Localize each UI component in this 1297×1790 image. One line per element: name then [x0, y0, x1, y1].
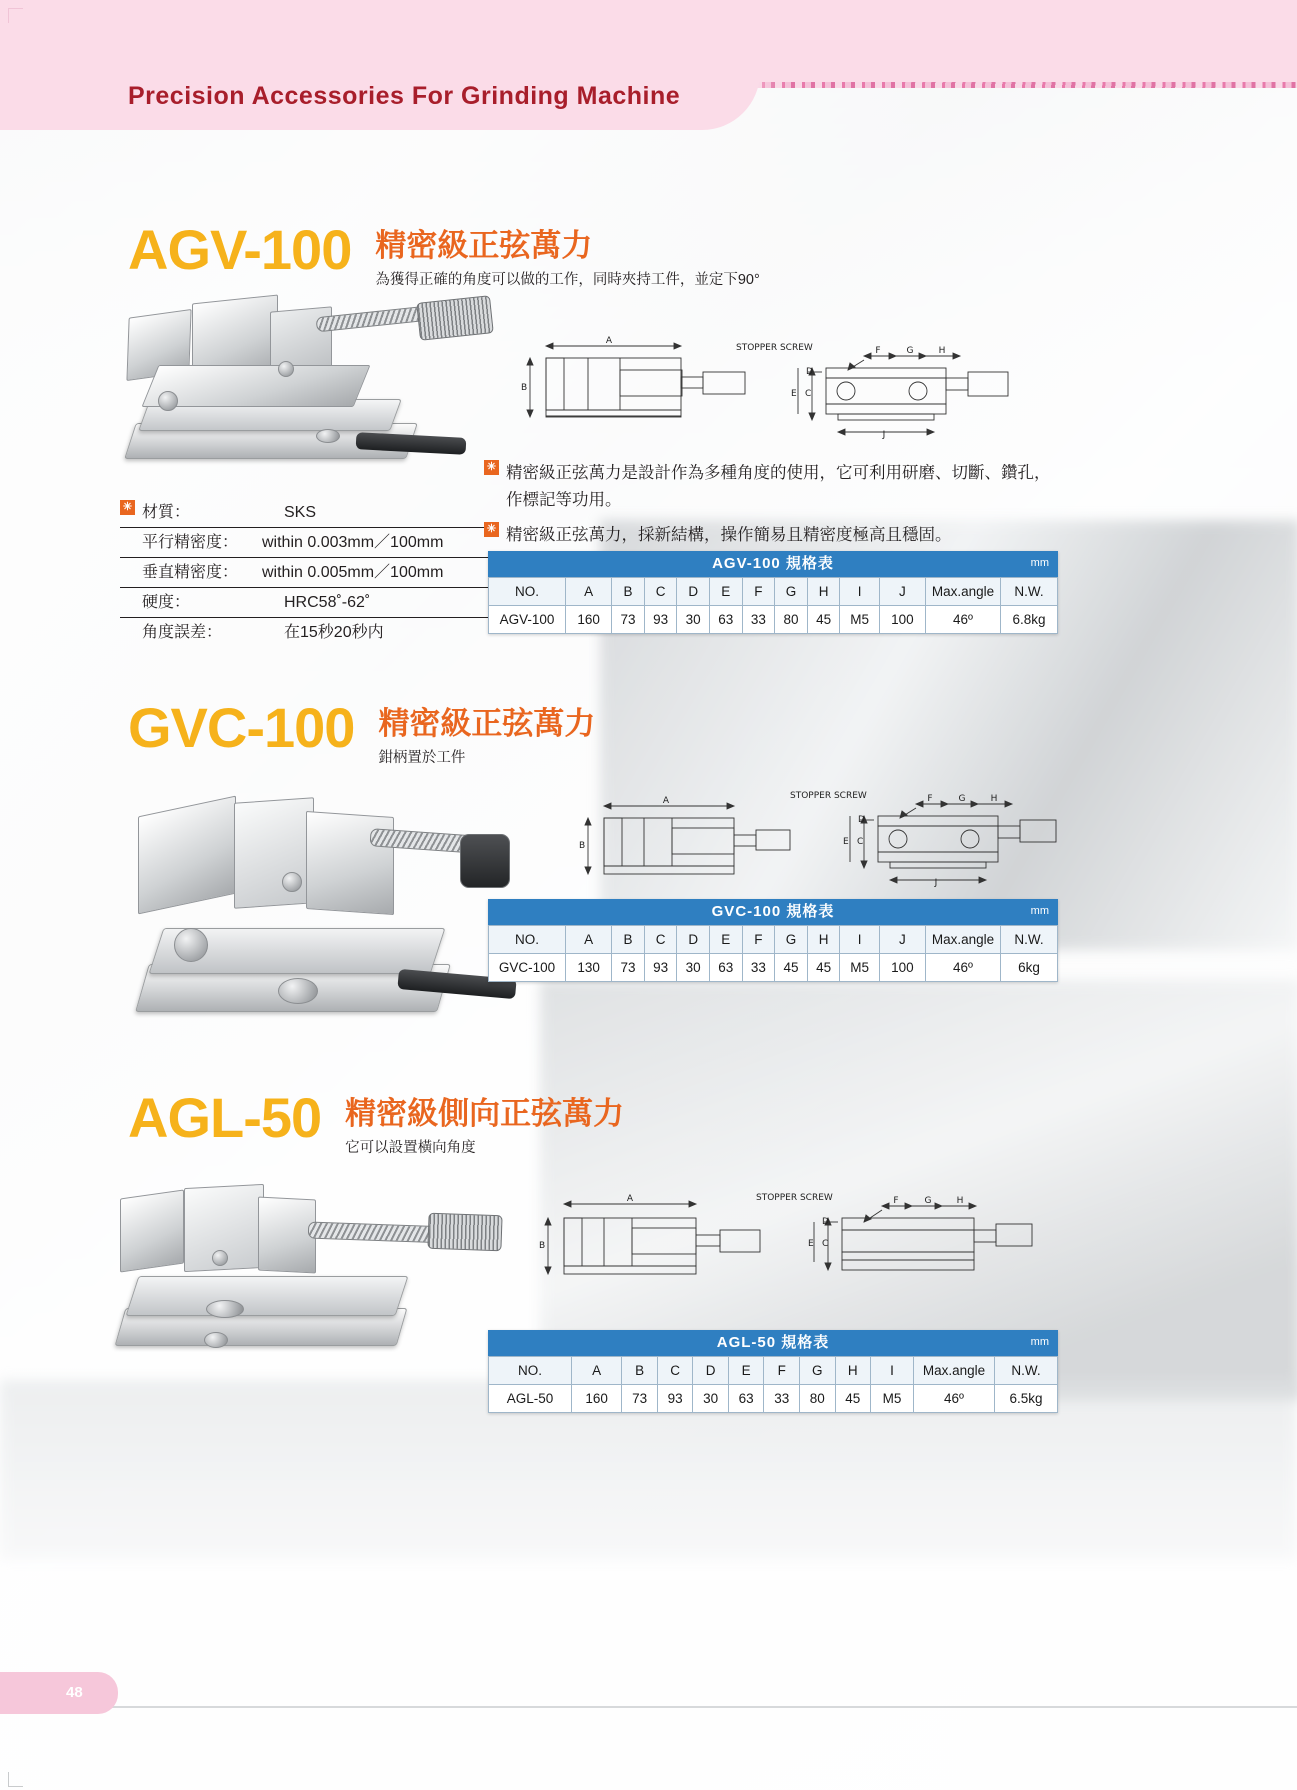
td-g: 45: [775, 954, 808, 982]
td-j: 100: [879, 954, 925, 982]
model-name-gvc100: GVC-100: [128, 696, 355, 759]
td-max-angle: 46º: [914, 1385, 995, 1413]
td-a: 130: [566, 954, 612, 982]
svg-text:F: F: [875, 346, 881, 356]
spec-table-title-agv100: AGV-100 規格表: [712, 555, 834, 572]
note-text-0: 精密級正弦萬力是設計作為多種角度的使用，它可利用研磨、切斷、鑽孔，作標記等功用。: [506, 464, 1051, 509]
model-cn-title-agl50: 精密級側向正弦萬力: [345, 1096, 625, 1131]
th-h: H: [835, 1357, 871, 1385]
svg-text:C: C: [857, 837, 864, 847]
product-photo-agl50: [112, 1180, 502, 1370]
td-g: 80: [799, 1385, 835, 1413]
td-e: 63: [728, 1385, 764, 1413]
td-a: 160: [572, 1385, 622, 1413]
model-cn-title-gvc100: 精密級正弦萬力: [378, 706, 596, 741]
svg-text:A: A: [662, 796, 670, 806]
svg-text:G: G: [906, 346, 914, 356]
svg-text:B: B: [579, 841, 586, 851]
spec-label-1: 平行精密度：: [142, 534, 239, 551]
spec-value-3: HRC58˚-62˚: [284, 594, 371, 611]
spec-table-title-bar-agv100: [488, 551, 1058, 577]
td-no: AGV-100: [489, 606, 566, 634]
svg-text:H: H: [938, 346, 946, 356]
page-number-tab: [0, 1672, 118, 1714]
td-b: 73: [612, 606, 645, 634]
spec-table-gvc100: [488, 899, 1058, 982]
svg-text:D: D: [858, 815, 865, 825]
th-g: G: [775, 926, 808, 954]
th-max-angle: Max.angle: [914, 1357, 995, 1385]
product-heading-agv100: [128, 218, 760, 289]
th-b: B: [612, 578, 645, 606]
th-max-angle: Max.angle: [926, 578, 1001, 606]
product-photo-gvc100: [130, 778, 520, 1048]
svg-text:E: E: [808, 1239, 814, 1249]
bullet-icon: ✳: [120, 500, 135, 515]
th-a: A: [566, 578, 612, 606]
th-a: A: [572, 1357, 622, 1385]
th-nw: N.W.: [1001, 926, 1058, 954]
th-f: F: [764, 1357, 800, 1385]
spec-label-4: 角度誤差：: [142, 624, 223, 641]
th-j: J: [879, 926, 925, 954]
table-row: [489, 1385, 1058, 1413]
corner-crop-mark-top: [8, 8, 23, 23]
svg-text:G: G: [924, 1196, 932, 1206]
td-f: 33: [742, 606, 775, 634]
td-g: 80: [775, 606, 808, 634]
page-number: 48: [66, 1684, 83, 1701]
spec-table-agl50: [488, 1330, 1058, 1413]
spec-table-agv100: [488, 551, 1058, 634]
bullet-icon: ✳: [484, 460, 499, 475]
svg-text:F: F: [893, 1196, 899, 1206]
td-d: 30: [693, 1385, 729, 1413]
th-e: E: [710, 578, 743, 606]
spec-table-title-agl50: AGL-50 規格表: [716, 1334, 830, 1351]
td-no: AGL-50: [489, 1385, 572, 1413]
spec-label-2: 垂直精密度：: [142, 564, 239, 581]
spec-table-unit-agv100: mm: [1030, 557, 1049, 569]
table-row: [489, 606, 1058, 634]
product-photo-agv100: [120, 295, 490, 485]
model-cn-sub-gvc100: 鉗柄置於工件: [378, 750, 466, 766]
svg-text:A: A: [626, 1194, 634, 1204]
td-max-angle: 46º: [926, 954, 1001, 982]
th-g: G: [799, 1357, 835, 1385]
svg-text:F: F: [927, 794, 933, 804]
td-c: 93: [644, 954, 677, 982]
td-f: 33: [764, 1385, 800, 1413]
spec-table-title-bar-gvc100: [488, 899, 1058, 925]
technical-drawing-gvc100: [566, 778, 1086, 906]
th-f: F: [742, 926, 775, 954]
model-name-agv100: AGV-100: [128, 218, 352, 281]
svg-text:STOPPER SCREW: STOPPER SCREW: [736, 343, 813, 353]
product-notes-agv100: [484, 460, 1054, 549]
svg-text:STOPPER SCREW: STOPPER SCREW: [756, 1193, 833, 1203]
svg-text:H: H: [956, 1196, 964, 1206]
spec-table-unit-gvc100: mm: [1030, 905, 1049, 917]
svg-text:STOPPER SCREW: STOPPER SCREW: [790, 791, 867, 801]
spec-label-3: 硬度：: [142, 594, 191, 611]
th-c: C: [657, 1357, 693, 1385]
td-i: M5: [871, 1385, 914, 1413]
svg-text:E: E: [843, 837, 849, 847]
table-row: [489, 954, 1058, 982]
td-c: 93: [657, 1385, 693, 1413]
th-i: I: [840, 926, 879, 954]
td-i: M5: [840, 954, 879, 982]
table-header-row: [489, 578, 1058, 606]
material-spec-agv100: [120, 500, 490, 645]
table-header-row: [489, 1357, 1058, 1385]
th-c: C: [644, 578, 677, 606]
td-f: 33: [742, 954, 775, 982]
td-d: 30: [677, 954, 710, 982]
th-no: NO.: [489, 578, 566, 606]
svg-text:E: E: [791, 389, 797, 399]
model-cn-sub-agv100: 為獲得正確的角度可以做的工作，同時夾持工件，並定下90°: [375, 272, 760, 288]
note-text-1: 精密級正弦萬力，採新結構，操作簡易且精密度極高且穩固。: [506, 526, 952, 544]
model-name-agl50: AGL-50: [128, 1086, 322, 1149]
th-d: D: [693, 1357, 729, 1385]
spec-table-unit-agl50: mm: [1030, 1336, 1049, 1348]
td-max-angle: 46º: [926, 606, 1001, 634]
page-title: Precision Accessories For Grinding Machine: [128, 82, 681, 110]
th-nw: N.W.: [1001, 578, 1058, 606]
product-heading-agl50: [128, 1086, 625, 1157]
svg-text:A: A: [605, 336, 613, 346]
td-b: 73: [612, 954, 645, 982]
th-e: E: [710, 926, 743, 954]
td-h: 45: [835, 1385, 871, 1413]
model-cn-title-agv100: 精密級正弦萬力: [375, 228, 593, 263]
spec-value-2: within 0.005mm／100mm: [262, 564, 444, 581]
th-i: I: [871, 1357, 914, 1385]
spec-label-0: 材質：: [142, 504, 191, 521]
th-e: E: [728, 1357, 764, 1385]
product-heading-gvc100: [128, 696, 596, 767]
td-e: 63: [710, 954, 743, 982]
td-a: 160: [566, 606, 612, 634]
th-h: H: [807, 926, 840, 954]
td-h: 45: [807, 954, 840, 982]
td-i: M5: [840, 606, 879, 634]
bullet-icon: ✳: [484, 522, 499, 537]
table-header-row: [489, 926, 1058, 954]
td-e: 63: [710, 606, 743, 634]
th-d: D: [677, 926, 710, 954]
th-i: I: [840, 578, 879, 606]
th-no: NO.: [489, 926, 566, 954]
th-b: B: [622, 1357, 658, 1385]
svg-text:D: D: [822, 1217, 829, 1227]
th-f: F: [742, 578, 775, 606]
td-nw: 6kg: [1001, 954, 1058, 982]
corner-crop-mark-bottom: [8, 1772, 23, 1787]
th-c: C: [644, 926, 677, 954]
svg-text:D: D: [806, 367, 813, 377]
svg-text:B: B: [521, 383, 528, 393]
spec-value-4: 在15秒20秒内: [284, 624, 384, 641]
td-no: GVC-100: [489, 954, 566, 982]
th-no: NO.: [489, 1357, 572, 1385]
td-c: 93: [644, 606, 677, 634]
spec-value-0: SKS: [284, 504, 317, 521]
th-nw: N.W.: [995, 1357, 1058, 1385]
td-nw: 6.5kg: [995, 1385, 1058, 1413]
th-max-angle: Max.angle: [926, 926, 1001, 954]
th-d: D: [677, 578, 710, 606]
th-h: H: [807, 578, 840, 606]
footer-divider: [0, 1706, 1297, 1708]
svg-text:C: C: [822, 1239, 829, 1249]
svg-text:H: H: [990, 794, 998, 804]
technical-drawing-agv100: [508, 332, 1068, 457]
svg-text:B: B: [539, 1241, 546, 1251]
th-j: J: [879, 578, 925, 606]
td-b: 73: [622, 1385, 658, 1413]
model-cn-sub-agl50: 它可以設置橫向角度: [345, 1140, 476, 1156]
td-j: 100: [879, 606, 925, 634]
spec-table-title-bar-agl50: [488, 1330, 1058, 1356]
technical-drawing-agl50: [512, 1182, 1072, 1302]
spec-value-1: within 0.003mm／100mm: [262, 534, 444, 551]
svg-text:J: J: [934, 878, 938, 888]
spec-table-title-gvc100: GVC-100 規格表: [711, 903, 835, 920]
td-h: 45: [807, 606, 840, 634]
svg-text:G: G: [958, 794, 966, 804]
td-d: 30: [677, 606, 710, 634]
svg-text:C: C: [805, 389, 812, 399]
td-nw: 6.8kg: [1001, 606, 1058, 634]
svg-text:J: J: [882, 430, 886, 440]
th-a: A: [566, 926, 612, 954]
th-g: G: [775, 578, 808, 606]
th-b: B: [612, 926, 645, 954]
